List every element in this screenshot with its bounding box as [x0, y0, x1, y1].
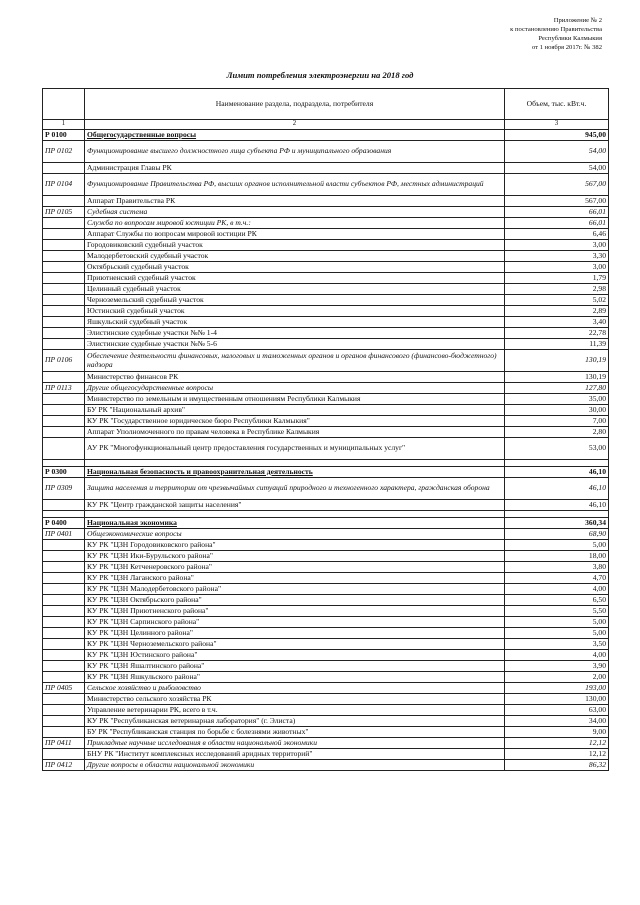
- row-name-cell: Общеэкономические вопросы: [85, 529, 505, 540]
- row-name-cell: КУ РК "ЦЗН Октябрьского района": [85, 595, 505, 606]
- table-row: [43, 240, 609, 251]
- row-name-cell: Обеспечение деятельности финансовых, налоговых и таможенных органов и органов финансового (финансово-бюджетного) надзора: [85, 350, 505, 372]
- row-value-cell: 3,00: [505, 262, 609, 273]
- row-code-cell: [43, 694, 85, 705]
- spacer-row: [43, 460, 609, 467]
- row-name-cell: [85, 511, 505, 518]
- table-row: [43, 273, 609, 284]
- row-code-cell: [43, 617, 85, 628]
- row-code-cell: ПР 0411: [43, 738, 85, 749]
- row-value-cell: 54,00: [505, 141, 609, 163]
- row-value-cell: 567,00: [505, 196, 609, 207]
- row-value-cell: 63,00: [505, 705, 609, 716]
- row-name-cell: Целинный судебный участок: [85, 284, 505, 295]
- row-code-cell: [43, 650, 85, 661]
- row-code-cell: [43, 672, 85, 683]
- column-number-row: [43, 120, 609, 130]
- row-name-cell: Общегосударственные вопросы: [85, 130, 505, 141]
- row-name-cell: Функционирование высшего должностного лица субъекта РФ и муниципального образования: [85, 141, 505, 163]
- header-name-cell: Наименование раздела, подраздела, потребителя: [85, 89, 505, 120]
- section-row: [43, 130, 609, 141]
- limits-table-body: [43, 89, 609, 771]
- table-row: [43, 339, 609, 350]
- row-name-cell: КУ РК "ЦЗН Малодербетовского района": [85, 584, 505, 595]
- table-row: [43, 372, 609, 383]
- row-code-cell: [43, 416, 85, 427]
- row-value-cell: 66,01: [505, 218, 609, 229]
- row-code-cell: [43, 705, 85, 716]
- table-row: [43, 328, 609, 339]
- limits-table: [42, 88, 609, 771]
- row-code-cell: [43, 584, 85, 595]
- row-value-cell: 5,02: [505, 295, 609, 306]
- row-code-cell: [43, 551, 85, 562]
- table-row: [43, 628, 609, 639]
- row-code-cell: [43, 394, 85, 405]
- row-value-cell: 6,46: [505, 229, 609, 240]
- row-value-cell: 12,12: [505, 749, 609, 760]
- row-name-cell: Юстинский судебный участок: [85, 306, 505, 317]
- row-name-cell: Министерство финансов РК: [85, 372, 505, 383]
- section-row: [43, 467, 609, 478]
- row-code-cell: [43, 273, 85, 284]
- table-row: [43, 295, 609, 306]
- row-value-cell: 3,50: [505, 639, 609, 650]
- table-row: [43, 672, 609, 683]
- table-row: [43, 317, 609, 328]
- row-code-cell: ПР 0401: [43, 529, 85, 540]
- row-name-cell: КУ РК "ЦЗН Черноземельского района": [85, 639, 505, 650]
- row-code-cell: [43, 196, 85, 207]
- row-value-cell: 127,80: [505, 383, 609, 394]
- row-name-cell: КУ РК "ЦЗН Яшкульского района": [85, 672, 505, 683]
- row-value-cell: 5,00: [505, 617, 609, 628]
- row-name-cell: Приютненский судебный участок: [85, 273, 505, 284]
- table-row: [43, 617, 609, 628]
- row-value-cell: [505, 511, 609, 518]
- row-value-cell: 86,32: [505, 760, 609, 771]
- table-row: [43, 650, 609, 661]
- table-row: [43, 738, 609, 749]
- row-value-cell: 130,19: [505, 372, 609, 383]
- row-code-cell: ПР 0106: [43, 350, 85, 372]
- row-name-cell: Элистинские судебные участки №№ 1-4: [85, 328, 505, 339]
- appendix-line-2: к постановлению Правительства: [510, 26, 602, 33]
- row-code-cell: [43, 218, 85, 229]
- row-code-cell: [43, 727, 85, 738]
- row-value-cell: 46,10: [505, 500, 609, 511]
- row-name-cell: Служба по вопросам мировой юстиции РК, в т.ч.:: [85, 218, 505, 229]
- row-value-cell: 9,00: [505, 727, 609, 738]
- table-row: [43, 727, 609, 738]
- row-name-cell: КУ РК "ЦЗН Приютненского района": [85, 606, 505, 617]
- row-value-cell: 68,90: [505, 529, 609, 540]
- row-value-cell: 3,40: [505, 317, 609, 328]
- row-name-cell: КУ РК "ЦЗН Целинного района": [85, 628, 505, 639]
- row-value-cell: 5,00: [505, 540, 609, 551]
- table-row: [43, 500, 609, 511]
- table-row: [43, 606, 609, 617]
- row-name-cell: БУ РК "Национальный архив": [85, 405, 505, 416]
- table-row: [43, 683, 609, 694]
- row-code-cell: [43, 284, 85, 295]
- table-row: [43, 174, 609, 196]
- row-value-cell: 34,00: [505, 716, 609, 727]
- row-value-cell: 4,00: [505, 650, 609, 661]
- row-value-cell: 4,70: [505, 573, 609, 584]
- table-row: [43, 540, 609, 551]
- row-code-cell: ПР 0309: [43, 478, 85, 500]
- row-code-cell: ПР 0104: [43, 174, 85, 196]
- row-code-cell: [43, 511, 85, 518]
- spacer-row: [43, 511, 609, 518]
- row-value-cell: 3,30: [505, 251, 609, 262]
- row-value-cell: 3,00: [505, 240, 609, 251]
- row-name-cell: Судебная система: [85, 207, 505, 218]
- row-code-cell: [43, 240, 85, 251]
- row-name-cell: КУ РК "ЦЗН Кетченеровского района": [85, 562, 505, 573]
- table-row: [43, 639, 609, 650]
- row-name-cell: Малодербетовский судебный участок: [85, 251, 505, 262]
- row-value-cell: 46,10: [505, 467, 609, 478]
- row-code-cell: [43, 606, 85, 617]
- row-code-cell: [43, 295, 85, 306]
- row-value-cell: [505, 460, 609, 467]
- row-code-cell: [43, 229, 85, 240]
- row-value-cell: 6,50: [505, 595, 609, 606]
- row-name-cell: Октябрьский судебный участок: [85, 262, 505, 273]
- table-row: [43, 416, 609, 427]
- row-code-cell: [43, 262, 85, 273]
- table-row: [43, 478, 609, 500]
- row-name-cell: Функционирование Правительства РФ, высших органов исполнительной власти субъектов РФ, местных администраций: [85, 174, 505, 196]
- table-row: [43, 562, 609, 573]
- table-row: [43, 207, 609, 218]
- table-row: [43, 163, 609, 174]
- row-name-cell: Министерство по земельным и имущественным отношениям Республики Калмыкия: [85, 394, 505, 405]
- row-value-cell: 945,00: [505, 130, 609, 141]
- row-code-cell: [43, 562, 85, 573]
- row-code-cell: [43, 460, 85, 467]
- row-name-cell: Аппарат Правительства РК: [85, 196, 505, 207]
- row-code-cell: [43, 427, 85, 438]
- row-code-cell: [43, 251, 85, 262]
- row-code-cell: [43, 306, 85, 317]
- row-value-cell: 46,10: [505, 478, 609, 500]
- row-code-cell: ПР 0412: [43, 760, 85, 771]
- row-name-cell: КУ РК "ЦЗН Юстинского района": [85, 650, 505, 661]
- table-row: [43, 251, 609, 262]
- row-value-cell: 4,00: [505, 584, 609, 595]
- table-row: [43, 595, 609, 606]
- table-row: [43, 661, 609, 672]
- row-code-cell: [43, 438, 85, 460]
- row-value-cell: 2,00: [505, 672, 609, 683]
- row-code-cell: [43, 500, 85, 511]
- section-row: [43, 518, 609, 529]
- row-value-cell: 22,78: [505, 328, 609, 339]
- column-number-1: 1: [43, 120, 85, 130]
- row-code-cell: [43, 540, 85, 551]
- table-row: [43, 350, 609, 372]
- row-name-cell: КУ РК "Центр гражданской защиты населения": [85, 500, 505, 511]
- row-value-cell: 11,39: [505, 339, 609, 350]
- appendix-line-3: Республики Калмыкия: [538, 35, 602, 42]
- table-row: [43, 438, 609, 460]
- row-name-cell: Сельское хозяйство и рыболовство: [85, 683, 505, 694]
- row-value-cell: 2,89: [505, 306, 609, 317]
- row-name-cell: Прикладные научные исследования в области национальной экономики: [85, 738, 505, 749]
- table-row: [43, 141, 609, 163]
- row-value-cell: 12,12: [505, 738, 609, 749]
- row-name-cell: [85, 460, 505, 467]
- row-code-cell: ПР 0405: [43, 683, 85, 694]
- row-value-cell: 360,34: [505, 518, 609, 529]
- row-code-cell: [43, 339, 85, 350]
- row-value-cell: 5,00: [505, 628, 609, 639]
- row-name-cell: Аппарат Уполномоченного по правам человека в Республике Калмыкия: [85, 427, 505, 438]
- row-name-cell: Другие вопросы в области национальной экономики: [85, 760, 505, 771]
- row-value-cell: 2,98: [505, 284, 609, 295]
- row-value-cell: 53,00: [505, 438, 609, 460]
- row-value-cell: 193,00: [505, 683, 609, 694]
- appendix-line-4: от 1 ноября 2017г. № 382: [531, 44, 602, 51]
- row-value-cell: 1,79: [505, 273, 609, 284]
- row-name-cell: АУ РК "Многофункциональный центр предоставления государственных и муниципальных услуг": [85, 438, 505, 460]
- row-value-cell: 35,00: [505, 394, 609, 405]
- row-name-cell: Элистинские судебные участки №№ 5-6: [85, 339, 505, 350]
- table-row: [43, 716, 609, 727]
- row-name-cell: КУ РК "Республиканская ветеринарная лаборатория" (г. Элиста): [85, 716, 505, 727]
- row-name-cell: Администрация Главы РК: [85, 163, 505, 174]
- table-row: [43, 394, 609, 405]
- row-code-cell: [43, 573, 85, 584]
- row-name-cell: КУ РК "ЦЗН Городовиковского района": [85, 540, 505, 551]
- row-code-cell: [43, 328, 85, 339]
- table-row: [43, 760, 609, 771]
- appendix-note: [510, 16, 602, 52]
- row-name-cell: КУ РК "Государственное юридическое бюро Республики Калмыкия": [85, 416, 505, 427]
- row-value-cell: 30,00: [505, 405, 609, 416]
- row-value-cell: 567,00: [505, 174, 609, 196]
- row-value-cell: 54,00: [505, 163, 609, 174]
- table-row: [43, 427, 609, 438]
- row-name-cell: Управление ветеринарии РК, всего в т.ч.: [85, 705, 505, 716]
- row-name-cell: КУ РК "ЦЗН Яшалтинского района": [85, 661, 505, 672]
- appendix-line-1: Приложение № 2: [553, 17, 602, 24]
- row-code-cell: Р 0300: [43, 467, 85, 478]
- table-row: [43, 705, 609, 716]
- row-code-cell: [43, 749, 85, 760]
- row-name-cell: Другие общегосударственные вопросы: [85, 383, 505, 394]
- table-row: [43, 196, 609, 207]
- row-code-cell: ПР 0102: [43, 141, 85, 163]
- column-number-2: 2: [85, 120, 505, 130]
- table-row: [43, 749, 609, 760]
- row-code-cell: [43, 163, 85, 174]
- table-row: [43, 262, 609, 273]
- table-row: [43, 584, 609, 595]
- header-code-cell: [43, 89, 85, 120]
- row-name-cell: Защита населения и территории от чрезвычайных ситуаций природного и техногенного характера, гражданская оборона: [85, 478, 505, 500]
- table-row: [43, 383, 609, 394]
- row-value-cell: 130,19: [505, 350, 609, 372]
- table-row: [43, 694, 609, 705]
- table-row: [43, 229, 609, 240]
- row-code-cell: [43, 639, 85, 650]
- row-code-cell: ПР 0105: [43, 207, 85, 218]
- row-name-cell: Национальная безопасность и правоохранительная деятельность: [85, 467, 505, 478]
- row-code-cell: [43, 661, 85, 672]
- row-code-cell: [43, 716, 85, 727]
- row-name-cell: Аппарат Службы по вопросам мировой юстиции РК: [85, 229, 505, 240]
- row-name-cell: Яшкульский судебный участок: [85, 317, 505, 328]
- header-volume-cell: Объем, тыс. кВт.ч.: [505, 89, 609, 120]
- row-value-cell: 2,80: [505, 427, 609, 438]
- row-value-cell: 66,01: [505, 207, 609, 218]
- row-name-cell: КУ РК "ЦЗН Лаганского района": [85, 573, 505, 584]
- row-code-cell: [43, 405, 85, 416]
- table-row: [43, 306, 609, 317]
- row-value-cell: 130,00: [505, 694, 609, 705]
- table-row: [43, 573, 609, 584]
- row-value-cell: 5,50: [505, 606, 609, 617]
- table-row: [43, 284, 609, 295]
- document-title: Лимит потребления электроэнергии на 2018 год: [226, 70, 414, 80]
- row-name-cell: Городовиковский судебный участок: [85, 240, 505, 251]
- table-header-row: [43, 89, 609, 120]
- row-name-cell: Национальная экономика: [85, 518, 505, 529]
- row-name-cell: БУ РК "Республиканская станция по борьбе с болезнями животных": [85, 727, 505, 738]
- row-code-cell: [43, 372, 85, 383]
- row-value-cell: 18,00: [505, 551, 609, 562]
- table-row: [43, 529, 609, 540]
- row-code-cell: Р 0100: [43, 130, 85, 141]
- row-name-cell: БНУ РК "Институт комплексных исследований аридных территорий": [85, 749, 505, 760]
- row-name-cell: КУ РК "ЦЗН Сарпинского района": [85, 617, 505, 628]
- table-row: [43, 218, 609, 229]
- row-code-cell: [43, 595, 85, 606]
- row-code-cell: Р 0400: [43, 518, 85, 529]
- row-code-cell: [43, 317, 85, 328]
- row-code-cell: ПР 0113: [43, 383, 85, 394]
- row-name-cell: КУ РК "ЦЗН Ики-Бурульского района": [85, 551, 505, 562]
- row-name-cell: Черноземельский судебный участок: [85, 295, 505, 306]
- row-code-cell: [43, 628, 85, 639]
- column-number-3: 3: [505, 120, 609, 130]
- row-value-cell: 3,90: [505, 661, 609, 672]
- table-row: [43, 405, 609, 416]
- row-value-cell: 3,80: [505, 562, 609, 573]
- row-name-cell: Министерство сельского хозяйства РК: [85, 694, 505, 705]
- row-value-cell: 7,00: [505, 416, 609, 427]
- table-row: [43, 551, 609, 562]
